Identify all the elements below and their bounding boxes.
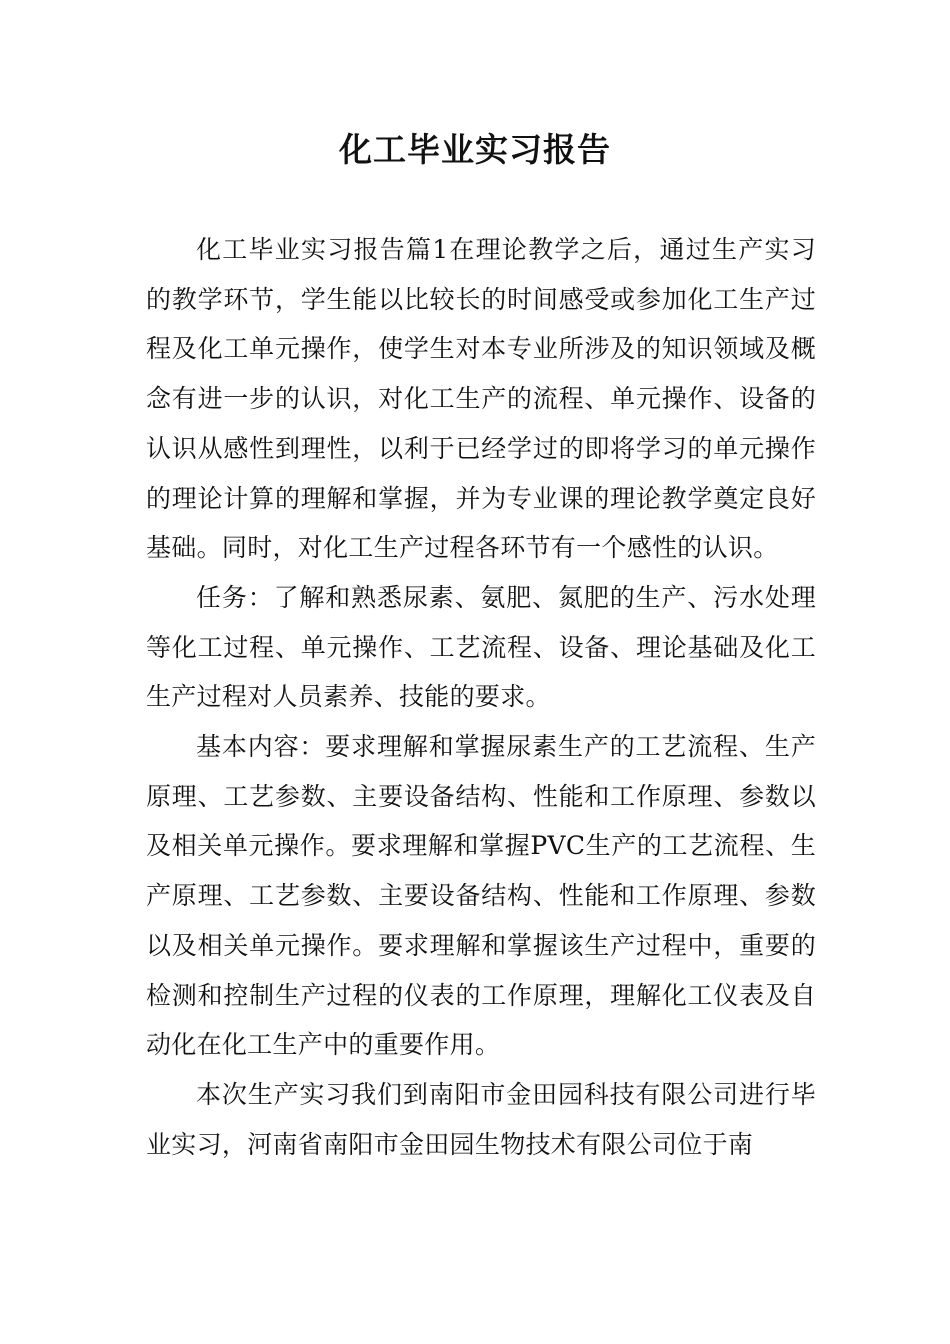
paragraph-basic-content: 基本内容：要求理解和掌握尿素生产的工艺流程、生产原理、工艺参数、主要设备结构、性能和工作原理、参数以及相关单元操作。要求理解和掌握PVC生产的工艺流程、生产原理、工艺参数、主要设备结构、性能和工作原理、参数以及相关单元操作。要求理解和掌握该生产过程中，重要的检测和控制生产过程的仪表的工作原理，理解化工仪表及自动化在化工生产中的重要作用。 — [146, 732, 816, 1060]
paragraph-internship-location: 本次生产实习我们到南阳市金田园科技有限公司进行毕业实习，河南省南阳市金田园生物技术有限公司位于南 — [146, 1079, 816, 1159]
paragraph-intro: 化工毕业实习报告篇1在理论教学之后，通过生产实习的教学环节，学生能以比较长的时间感受或参加化工生产过程及化工单元操作，使学生对本专业所涉及的知识领域及概念有进一步的认识，对化工生产的流程、单元操作、设备的认识从感性到理性，以利于已经学过的即将学习的单元操作的理论计算的理解和掌握，并为专业课的理论教学奠定良好基础。同时，对化工生产过程各环节有一个感性的认识。 — [146, 235, 816, 563]
document-body — [146, 225, 816, 1169]
paragraph-tasks: 任务：了解和熟悉尿素、氨肥、氮肥的生产、污水处理等化工过程、单元操作、工艺流程、设备、理论基础及化工生产过程对人员素养、技能的要求。 — [146, 582, 816, 712]
document-title: 化工毕业实习报告 — [339, 130, 611, 169]
